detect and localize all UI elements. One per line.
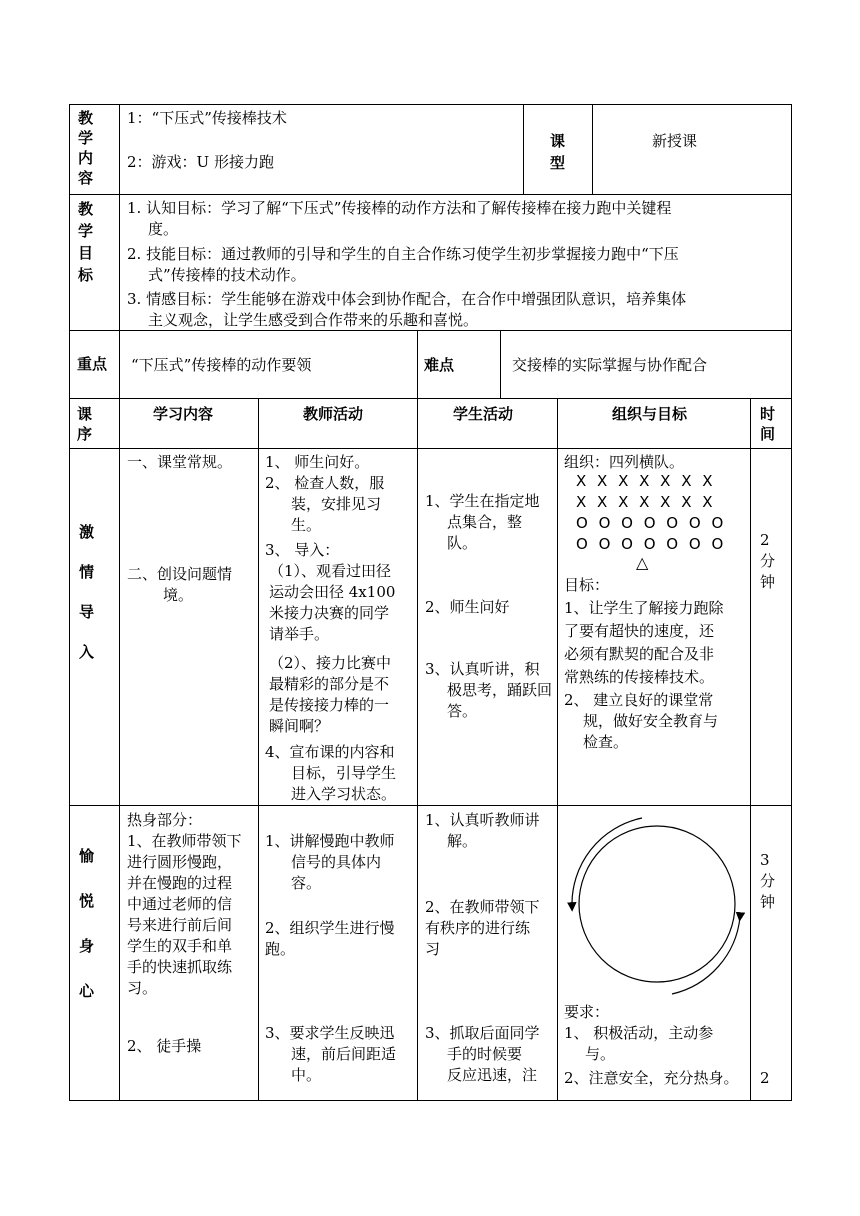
goals-label: 教 学 目 标: [78, 200, 94, 284]
content-line: 2、 徒手操: [127, 1037, 202, 1055]
content-line: 境。: [163, 586, 194, 604]
time-value-next: 2: [760, 1069, 770, 1087]
content-line: 习。: [127, 979, 158, 997]
content-line: 一、课堂常规。: [127, 453, 233, 471]
teacher-line: 最精彩的部分是不: [269, 675, 390, 693]
teacher-line: 容。: [291, 874, 322, 892]
track-circle: [579, 826, 735, 982]
col-divider: [119, 330, 120, 399]
col-divider: [523, 104, 524, 195]
table-border: [69, 1100, 792, 1101]
teacher-line: 瞬间啊？: [269, 717, 330, 735]
teacher-line: 进入学习状态。: [291, 785, 397, 803]
col-divider: [500, 330, 501, 399]
org-goal-line: 2、 建立良好的课堂常: [564, 691, 714, 709]
arrow-left-icon: [572, 818, 642, 907]
goal-line: 1. 认知目标：学习了解“下压式”传接棒的动作方法和了解传接棒在接力跑中关键程: [127, 199, 672, 217]
content-line: 并在慢跑的过程: [127, 874, 233, 892]
difficulty-label: 难点: [424, 356, 455, 374]
time-value: 3 分 钟: [760, 851, 776, 911]
student-line: 点集合，整: [447, 513, 523, 531]
row-divider: [69, 330, 792, 331]
teacher-line: 是传接接力棒的一: [269, 696, 390, 714]
teacher-line: 米接力决赛的同学: [269, 604, 390, 622]
student-line: 2、师生问好: [425, 598, 510, 616]
col-divider: [119, 104, 120, 195]
student-line: 队。: [447, 534, 478, 552]
table-border: [791, 104, 792, 1101]
student-line: 极思考，踊跃回: [447, 681, 553, 699]
content-line: 热身部分：: [127, 811, 203, 829]
teacher-position-mark: △: [636, 553, 649, 572]
col-header-time: 时 间: [760, 405, 776, 443]
content-item-2: 2：游戏：U 形接力跑: [127, 153, 274, 171]
org-goal-line: 必须有默契的配合及非: [564, 645, 715, 663]
teacher-line: 装，安排见习: [291, 495, 382, 513]
content-line: 进行圆形慢跑，: [127, 853, 233, 871]
goal-line: 主义观念，让学生感受到合作带来的乐趣和喜悦。: [148, 311, 479, 329]
student-line: 答。: [447, 702, 478, 720]
org-goal-line: 常熟练的传接棒技术。: [564, 668, 715, 686]
goal-line: 度。: [148, 220, 179, 238]
student-line: 1、学生在指定地: [425, 492, 540, 510]
table-border: [69, 104, 70, 1101]
goal-line: 3. 情感目标：学生能够在游戏中体会到协作配合，在合作中增强团队意识，培养集体: [127, 290, 687, 308]
teacher-line: 跑。: [265, 940, 296, 958]
col-divider: [592, 104, 593, 195]
student-line: 2、在教师带领下: [425, 898, 540, 916]
student-line: 有秩序的进行练: [425, 919, 531, 937]
phase-label: 愉 悦 身 心: [79, 847, 95, 1000]
col-divider: [258, 398, 259, 1101]
goal-line: 式”传接棒的技术动作。: [148, 266, 306, 284]
teacher-line: 生。: [291, 516, 322, 534]
goal-title: 目标：: [564, 576, 610, 594]
teacher-line: 1、 师生问好。: [265, 453, 370, 471]
teacher-line: 2、 检查人数，服: [265, 474, 385, 492]
req-line: 与。: [585, 1045, 616, 1063]
req-line: 2、注意安全，充分热身。: [564, 1069, 739, 1087]
col-header-org: 组织与目标: [612, 405, 688, 423]
circle-run-diagram: [562, 812, 748, 998]
teacher-line: 2、组织学生进行慢: [265, 919, 395, 937]
teacher-line: （2）、接力比赛中: [269, 654, 392, 672]
teacher-line: 3、 导入：: [265, 541, 340, 559]
teacher-line: 信号的具体内: [291, 853, 382, 871]
student-line: 习: [425, 940, 441, 958]
content-line: 中通过老师的信: [127, 895, 233, 913]
formation-row-x: X X X X X X X: [576, 493, 716, 511]
teacher-line: 运动会田径 4x100: [269, 583, 396, 601]
teacher-line: 中。: [291, 1066, 322, 1084]
table-border: [69, 104, 792, 105]
student-line: 3、抓取后面同学: [425, 1024, 540, 1042]
row-divider: [69, 398, 792, 399]
teacher-line: （1）、观看过田径: [269, 562, 392, 580]
student-line: 解。: [447, 832, 478, 850]
teacher-line: 1、讲解慢跑中教师: [265, 832, 395, 850]
difficulty-value: 交接棒的实际掌握与协作配合: [512, 356, 708, 374]
row-divider: [69, 805, 792, 806]
content-line: 1、在教师带领下: [127, 832, 242, 850]
key-value: “下压式”传接棒的动作要领: [131, 356, 312, 374]
col-header-student: 学生活动: [453, 405, 514, 423]
goal-line: 2. 技能目标：通过教师的引导和学生的自主合作练习使学生初步掌握接力跑中“下压: [127, 245, 679, 263]
content-line: 学生的双手和单: [127, 937, 233, 955]
content-label: 教 学 内 容: [78, 109, 94, 187]
phase-label: 激 情 导 入: [79, 523, 95, 661]
teacher-line: 4、宣布课的内容和: [265, 743, 395, 761]
content-line: 二、创设问题情: [127, 565, 233, 583]
type-label: 课 型: [550, 132, 566, 172]
col-header-order: 课 序: [77, 405, 93, 443]
teacher-line: 请举手。: [269, 625, 330, 643]
col-divider: [557, 398, 558, 1101]
student-line: 手的时候要: [447, 1045, 523, 1063]
teacher-line: 目标，引导学生: [291, 764, 397, 782]
org-title: 组织：四列横队。: [564, 453, 685, 471]
content-item-1: 1：“下压式”传接棒技术: [127, 109, 287, 127]
content-line: 号来进行前后间: [127, 916, 233, 934]
time-value: 2 分 钟: [760, 531, 776, 591]
col-divider: [417, 330, 418, 399]
student-line: 3、认真听讲，积: [425, 660, 540, 678]
req-line: 1、 积极活动，主动参: [564, 1024, 714, 1042]
req-title: 要求：: [564, 1003, 610, 1021]
type-value: 新授课: [652, 132, 698, 150]
col-divider: [750, 398, 751, 1101]
teacher-line: 3、要求学生反映迅: [265, 1024, 395, 1042]
org-goal-line: 了要有超快的速度，还: [564, 622, 715, 640]
formation-row-x: X X X X X X X: [576, 472, 716, 490]
org-goal-line: 1、让学生了解接力跑除: [564, 599, 724, 617]
formation-row-o: O O O O O O O: [576, 514, 727, 532]
col-header-content: 学习内容: [153, 405, 214, 423]
formation-row-o: O O O O O O O: [576, 535, 727, 553]
row-divider: [69, 448, 792, 449]
content-line: 手的快速抓取练: [127, 958, 233, 976]
col-divider: [119, 398, 120, 1101]
row-divider: [69, 194, 792, 195]
student-line: 1、认真听教师讲: [425, 811, 540, 829]
col-header-teacher: 教师活动: [303, 405, 364, 423]
student-line: 反应迅速，注: [447, 1066, 538, 1084]
col-divider: [417, 398, 418, 1101]
org-goal-line: 检查。: [583, 733, 629, 751]
org-goal-line: 规，做好安全教育与: [583, 712, 719, 730]
key-label: 重点: [77, 355, 108, 373]
arrow-right-icon: [672, 917, 740, 994]
col-divider: [119, 194, 120, 331]
teacher-line: 速，前后间距适: [291, 1045, 397, 1063]
